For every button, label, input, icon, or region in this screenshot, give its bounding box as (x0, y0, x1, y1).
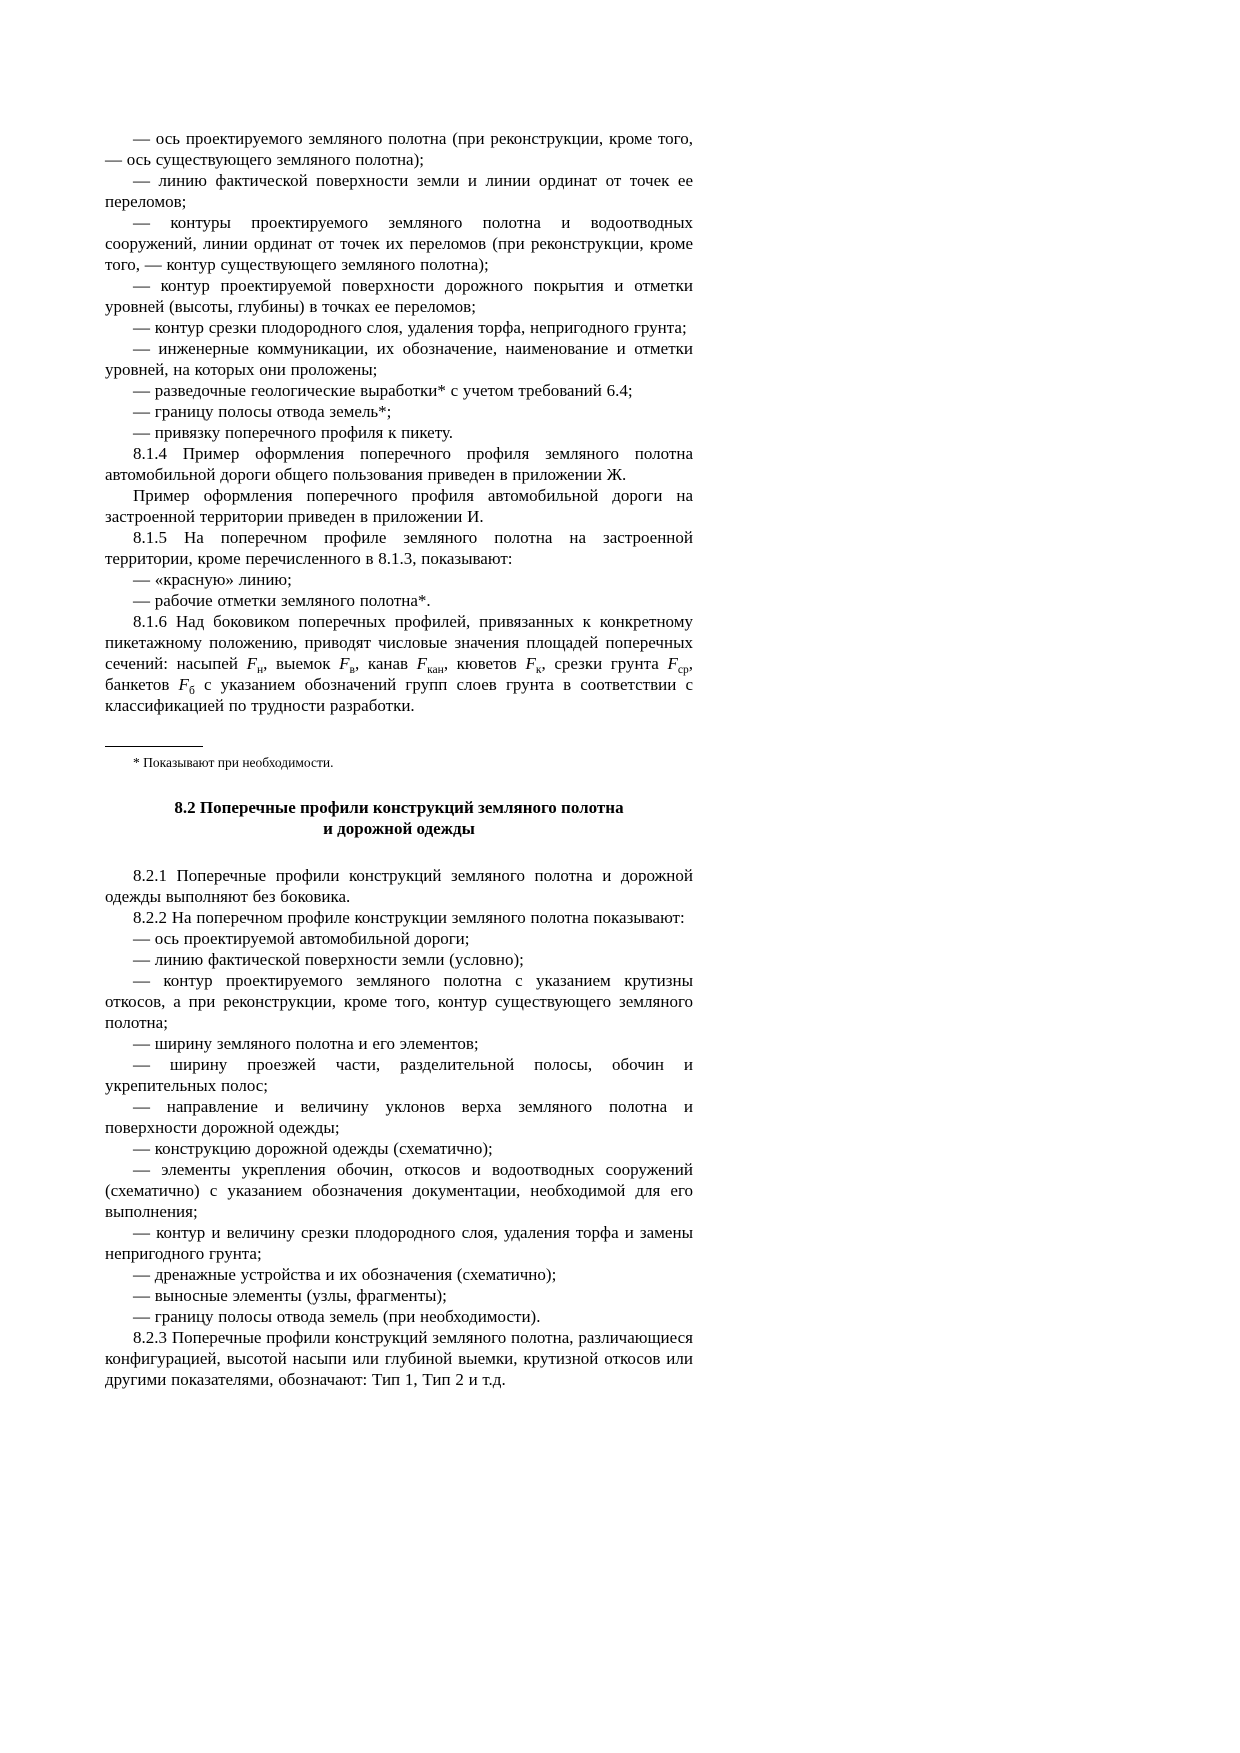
list-item: — контур и величину срезки плодородного слоя, удаления торфа и замены непригодного грунта; (105, 1223, 693, 1263)
paragraph: 8.2.2 На поперечном профиле конструкции земляного полотна показывают: (133, 908, 685, 927)
list-item: — инженерные коммуникации, их обозначение, наименование и отметки уровней, на которых они проложены; (105, 339, 693, 379)
list-item: — элементы укрепления обочин, откосов и водоотводных сооружений (схематично) с указанием обозначения документации, необходимой для его выполнения; (105, 1160, 693, 1221)
footnote-block (105, 746, 693, 771)
section-heading-line-2: и дорожной одежды (323, 819, 475, 838)
list-item: — ширину проезжей части, разделительной полосы, обочин и укрепительных полос; (105, 1055, 693, 1095)
list-item: — линию фактической поверхности земли (условно); (133, 950, 524, 969)
paragraph: Пример оформления поперечного профиля автомобильной дороги на застроенной территории приведен в приложении И. (105, 486, 693, 526)
list-item: — рабочие отметки земляного полотна*. (133, 591, 431, 610)
section-8-2-body (105, 865, 693, 1390)
footnote-divider (105, 746, 203, 747)
section-heading-line-1: 8.2 Поперечные профили конструкций земляного полотна (174, 798, 624, 817)
list-item: — контур проектируемой поверхности дорожного покрытия и отметки уровней (высоты, глубины) в точках ее переломов; (105, 276, 693, 316)
paragraph: 8.1.5 На поперечном профиле земляного полотна на застроенной территории, кроме перечисленного в 8.1.3, показывают: (105, 528, 693, 568)
paragraph: 8.1.6 Над боковиком поперечных профилей, привязанных к конкретному пикетажному положению, приводят числовые значения площадей поперечных сечений: насыпей $F_н$, выемок $F_в$, канав $F_{кан}$, кюветов $F_к$, срезки грунта $F_{ср}$, банкетов $F_б$ с указанием обозначений групп слоев грунта в соответствии с классификацией по трудности разработки. (105, 612, 693, 715)
list-item: — ось проектируемой автомобильной дороги; (133, 929, 470, 948)
document-content (105, 128, 693, 1390)
paragraph: 8.2.3 Поперечные профили конструкций земляного полотна, различающиеся конфигурацией, высотой насыпи или глубиной выемки, крутизной откосов или другими показателями, обозначают: Тип 1, Тип 2 и т.д. (105, 1328, 693, 1389)
list-item: — границу полосы отвода земель (при необходимости). (133, 1307, 541, 1326)
list-item: — ширину земляного полотна и его элементов; (133, 1034, 479, 1053)
list-item: — ось проектируемого земляного полотна (при реконструкции, кроме того, — ось существующего земляного полотна); (105, 129, 693, 169)
list-item: — привязку поперечного профиля к пикету. (133, 423, 453, 442)
list-item: — выносные элементы (узлы, фрагменты); (133, 1286, 447, 1305)
list-item: — направление и величину уклонов верха земляного полотна и поверхности дорожной одежды; (105, 1097, 693, 1137)
list-item: — границу полосы отвода земель*; (133, 402, 392, 421)
section-8-1-body (105, 128, 693, 716)
list-item: — разведочные геологические выработки* с учетом требований 6.4; (133, 381, 633, 400)
list-item: — контур срезки плодородного слоя, удаления торфа, непригодного грунта; (133, 318, 687, 337)
paragraph: 8.2.1 Поперечные профили конструкций земляного полотна и дорожной одежды выполняют без боковика. (105, 866, 693, 906)
list-item: — конструкцию дорожной одежды (схематично); (133, 1139, 493, 1158)
list-item: — «красную» линию; (133, 570, 292, 589)
list-item: — контуры проектируемого земляного полотна и водоотводных сооружений, линии ординат от точек их переломов (при реконструкции, кроме того, — контур существующего земляного полотна); (105, 213, 693, 274)
list-item: — линию фактической поверхности земли и линии ординат от точек ее переломов; (105, 171, 693, 211)
section-heading-8-2 (105, 797, 693, 839)
list-item: — контур проектируемого земляного полотна с указанием крутизны откосов, а при реконструкции, кроме того, контур существующего земляного полотна; (105, 971, 693, 1032)
list-item: — дренажные устройства и их обозначения (схематично); (133, 1265, 557, 1284)
footnote-text: * Показывают при необходимости. (133, 755, 334, 770)
paragraph: 8.1.4 Пример оформления поперечного профиля земляного полотна автомобильной дороги общего пользования приведен в приложении Ж. (105, 444, 693, 484)
